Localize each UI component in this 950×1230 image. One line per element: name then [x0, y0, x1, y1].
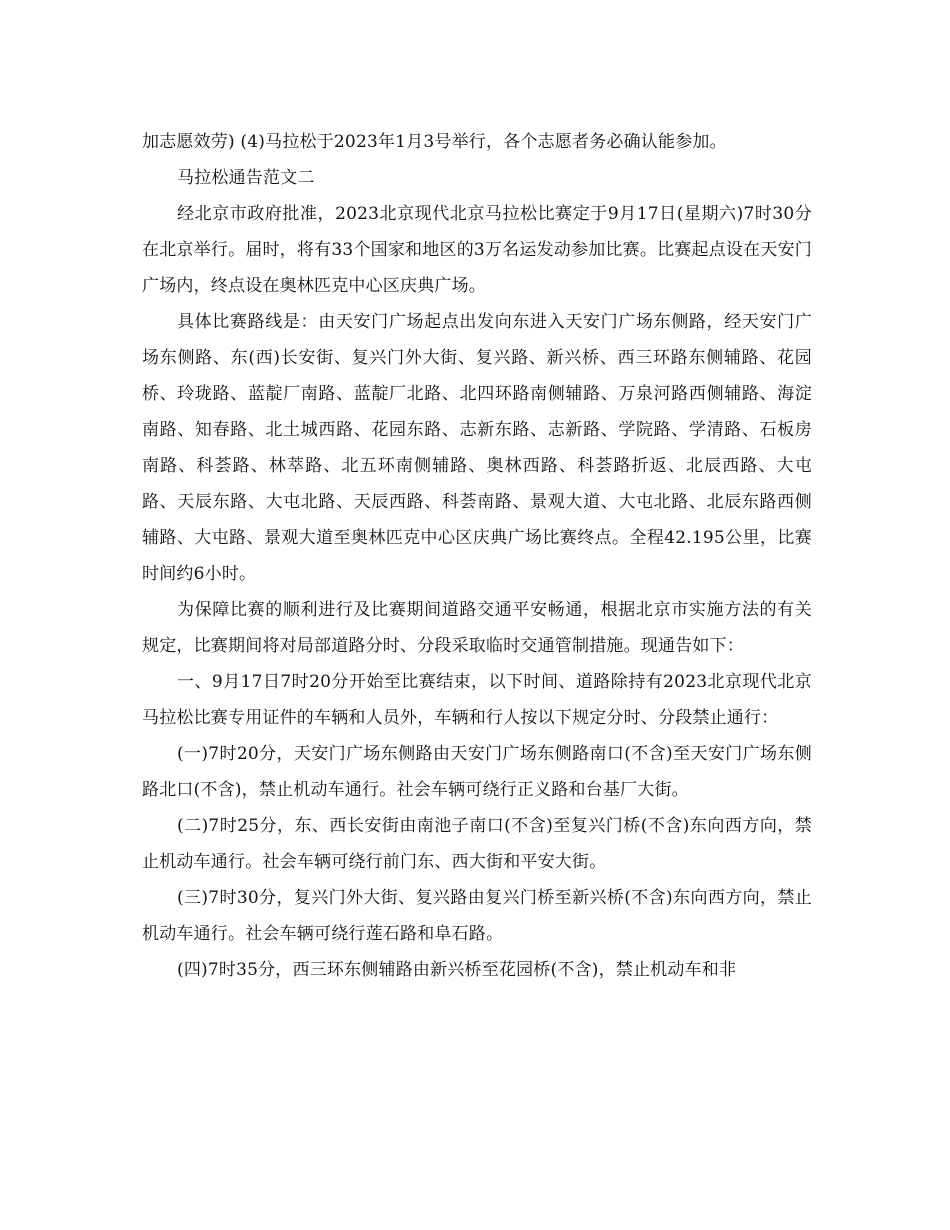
paragraph-item-1: (一)7时20分，天安门广场东侧路由天安门广场东侧路南口(不含)至天安门广场东侧路北口(不含)，禁止机动车通行。社会车辆可绕行正义路和台基厂大街。: [142, 744, 812, 800]
paragraph-approval: 经北京市政府批准，2023北京现代北京马拉松比赛定于9月17日(星期六)7时30分在北京举行。届时，将有33个国家和地区的3万名运发动参加比赛。比赛起点设在天安门广场内，终点设在奥林匹克中心区庆典广场。: [142, 204, 812, 296]
paragraph-item-4: (四)7时35分，西三环东侧辅路由新兴桥至花园桥(不含)，禁止机动车和非: [177, 960, 737, 980]
paragraph-item-2: (二)7时25分，东、西长安街由南池子南口(不含)至复兴门桥(不含)东向西方向，禁止机动车通行。社会车辆可绕行前门东、西大街和平安大街。: [142, 816, 812, 872]
paragraph-volunteer-note: 加志愿效劳) (4)马拉松于2023年1月3号举行，各个志愿者务必确认能参加。: [142, 132, 727, 152]
paragraph-route: 具体比赛路线是：由天安门广场起点出发向东进入天安门广场东侧路，经天安门广场东侧路、东(西)长安街、复兴门外大街、复兴路、新兴桥、西三环路东侧辅路、花园桥、玲珑路、蓝靛厂南路、蓝靛厂北路、北四环路南侧辅路、万泉河路西侧辅路、海淀南路、知春路、北土城西路、花园东路、志新东路、志新路、学院路、学清路、石板房南路、科荟路、林萃路、北五环南侧辅路、奥林西路、科荟路折返、北辰西路、大屯路、天辰东路、大屯北路、天辰西路、科荟南路、景观大道、大屯北路、北辰东路西侧辅路、大屯路、景观大道至奥林匹克中心区庆典广场比赛终点。全程42.195公里，比赛时间约6小时。: [142, 312, 812, 584]
paragraph-traffic-control: 为保障比赛的顺利进行及比赛期间道路交通平安畅通，根据北京市实施方法的有关规定，比赛期间将对局部道路分时、分段采取临时交通管制措施。现通告如下：: [142, 600, 812, 656]
paragraph-item-3: (三)7时30分，复兴门外大街、复兴路由复兴门桥至新兴桥(不含)东向西方向，禁止机动车通行。社会车辆可绕行莲石路和阜石路。: [142, 888, 812, 944]
paragraph-rule-one: 一、9月17日7时20分开始至比赛结束，以下时间、道路除持有2023北京现代北京马拉松比赛专用证件的车辆和人员外，车辆和行人按以下规定分时、分段禁止通行：: [142, 672, 812, 728]
section-heading: 马拉松通告范文二: [177, 168, 315, 188]
document-body: [142, 124, 812, 988]
